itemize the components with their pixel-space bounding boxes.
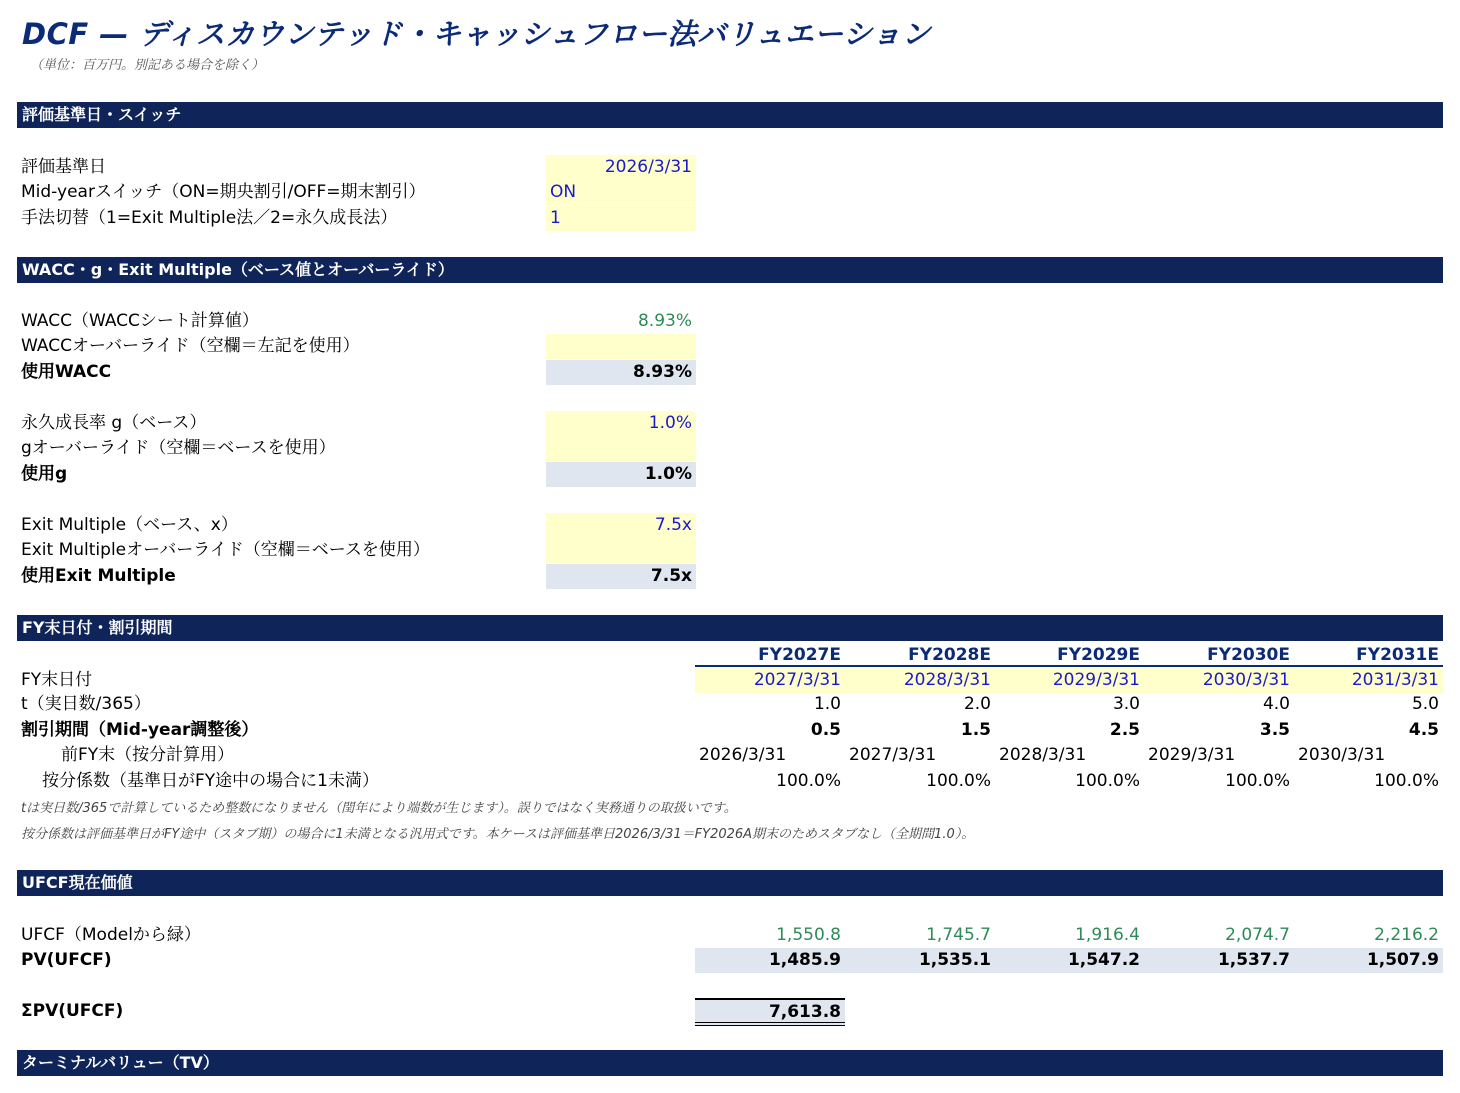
growth-used-label: 使用g	[21, 464, 68, 484]
pv-ufcf-value: 1,537.7	[1217, 950, 1290, 970]
section-header-fy-dates: FY末日付・割引期間	[17, 615, 1443, 641]
exit-multiple-override-label: Exit Multipleオーバーライド（空欄＝ベースを使用）	[21, 540, 430, 560]
t-value: 3.0	[1112, 694, 1140, 714]
note-allocation-factor: 按分係数は評価基準日がFY途中（スタブ期）の場合に1未満となる汎用式です。本ケースは評価基準日2026/3/31＝FY2026A期末のためスタブなし（全期間1.0）。	[21, 827, 975, 842]
growth-input[interactable]: 1.0%	[546, 411, 696, 436]
discount-period-value: 1.5	[960, 720, 991, 740]
growth-override-label: gオーバーライド（空欄＝ベースを使用）	[21, 438, 336, 458]
growth-override-input[interactable]	[546, 436, 696, 461]
prev-fy-label: 前FY末（按分計算用）	[61, 745, 235, 765]
wacc-override-label: WACCオーバーライド（空欄＝左記を使用）	[21, 336, 360, 356]
fy-end-input[interactable]: 2031/3/31	[1294, 668, 1443, 693]
t-value: 5.0	[1411, 694, 1439, 714]
section-header-ufcf-pv: UFCF現在価値	[17, 870, 1443, 896]
mid-year-switch-label: Mid-yearスイッチ（ON=期央割引/OFF=期末割引）	[21, 182, 426, 202]
wacc-value: 8.93%	[637, 311, 692, 331]
discount-period-value: 3.5	[1259, 720, 1290, 740]
fy-end-input[interactable]: 2027/3/31	[695, 668, 845, 693]
ufcf-value: 2,074.7	[1225, 925, 1290, 945]
t-label: t（実日数/365）	[21, 694, 151, 714]
section-header-valuation-date: 評価基準日・スイッチ	[17, 102, 1443, 128]
prev-fy-value: 2027/3/31	[849, 745, 937, 765]
allocation-factor-value: 100.0%	[1374, 771, 1439, 791]
growth-used-value: 1.0%	[546, 462, 696, 487]
prev-fy-value: 2030/3/31	[1298, 745, 1386, 765]
page-title: DCF — ディスカウンテッド・キャッシュフロー法バリュエーション	[22, 17, 931, 51]
wacc-used-label: 使用WACC	[21, 362, 112, 382]
method-switch-input[interactable]: 1	[546, 206, 696, 231]
exit-multiple-used-value: 7.5x	[546, 564, 696, 589]
allocation-factor-value: 100.0%	[926, 771, 991, 791]
year-header: FY2031E	[1294, 643, 1443, 667]
ufcf-value: 1,916.4	[1075, 925, 1140, 945]
valuation-date-label: 評価基準日	[21, 157, 106, 177]
wacc-override-input[interactable]	[546, 334, 696, 359]
allocation-factor-value: 100.0%	[1225, 771, 1290, 791]
t-value: 1.0	[813, 694, 841, 714]
allocation-factor-value: 100.0%	[1075, 771, 1140, 791]
prev-fy-value: 2028/3/31	[999, 745, 1087, 765]
allocation-factor-value: 100.0%	[776, 771, 841, 791]
wacc-label: WACC（WACCシート計算値）	[21, 311, 259, 331]
prev-fy-value: 2026/3/31	[699, 745, 787, 765]
allocation-factor-label: 按分係数（基準日がFY途中の場合に1未満）	[42, 771, 379, 791]
section-header-wacc: WACC・g・Exit Multiple（ベース値とオーバーライド）	[17, 257, 1443, 283]
exit-multiple-override-input[interactable]	[546, 538, 696, 563]
pv-ufcf-value: 1,535.1	[918, 950, 991, 970]
section-header-terminal-value: ターミナルバリュー（TV）	[17, 1050, 1443, 1076]
unit-note: （単位：百万円。別記ある場合を除く）	[30, 58, 265, 73]
wacc-used-value: 8.93%	[546, 360, 696, 385]
exit-multiple-used-label: 使用Exit Multiple	[21, 566, 176, 586]
year-header: FY2029E	[995, 643, 1144, 667]
exit-multiple-input[interactable]: 7.5x	[546, 513, 696, 538]
ufcf-value: 1,745.7	[926, 925, 991, 945]
pv-ufcf-value: 1,507.9	[1366, 950, 1439, 970]
ufcf-value: 2,216.2	[1374, 925, 1439, 945]
year-header: FY2030E	[1144, 643, 1294, 667]
discount-period-value: 4.5	[1408, 720, 1439, 740]
mid-year-switch-input[interactable]: ON	[546, 180, 696, 205]
discount-period-label: 割引期間（Mid-year調整後）	[21, 720, 259, 740]
sum-pv-value: 7,613.8	[695, 998, 845, 1026]
prev-fy-value: 2029/3/31	[1148, 745, 1236, 765]
t-value: 4.0	[1262, 694, 1290, 714]
exit-multiple-label: Exit Multiple（ベース、x）	[21, 515, 238, 535]
discount-period-value: 2.5	[1109, 720, 1140, 740]
discount-period-value: 0.5	[810, 720, 841, 740]
growth-label: 永久成長率 g（ベース）	[21, 413, 207, 433]
year-header: FY2028E	[845, 643, 995, 667]
fy-end-input[interactable]: 2029/3/31	[995, 668, 1144, 693]
fy-end-label: FY末日付	[21, 670, 93, 690]
ufcf-value: 1,550.8	[776, 925, 841, 945]
note-t-days: tは実日数/365で計算しているため整数になりません（閏年により端数が生じます）。誤りではなく実務通りの取扱いです。	[21, 801, 737, 816]
pv-ufcf-value: 1,485.9	[768, 950, 841, 970]
t-value: 2.0	[963, 694, 991, 714]
sum-pv-label: ΣPV(UFCF)	[21, 1001, 124, 1021]
pv-ufcf-value: 1,547.2	[1067, 950, 1140, 970]
pv-ufcf-label: PV(UFCF)	[21, 950, 112, 970]
ufcf-label: UFCF（Modelから緑）	[21, 925, 201, 945]
method-switch-label: 手法切替（1=Exit Multiple法／2=永久成長法）	[21, 208, 398, 228]
year-header: FY2027E	[695, 643, 845, 667]
fy-end-input[interactable]: 2030/3/31	[1144, 668, 1294, 693]
fy-end-input[interactable]: 2028/3/31	[845, 668, 995, 693]
valuation-date-input[interactable]: 2026/3/31	[546, 155, 696, 180]
